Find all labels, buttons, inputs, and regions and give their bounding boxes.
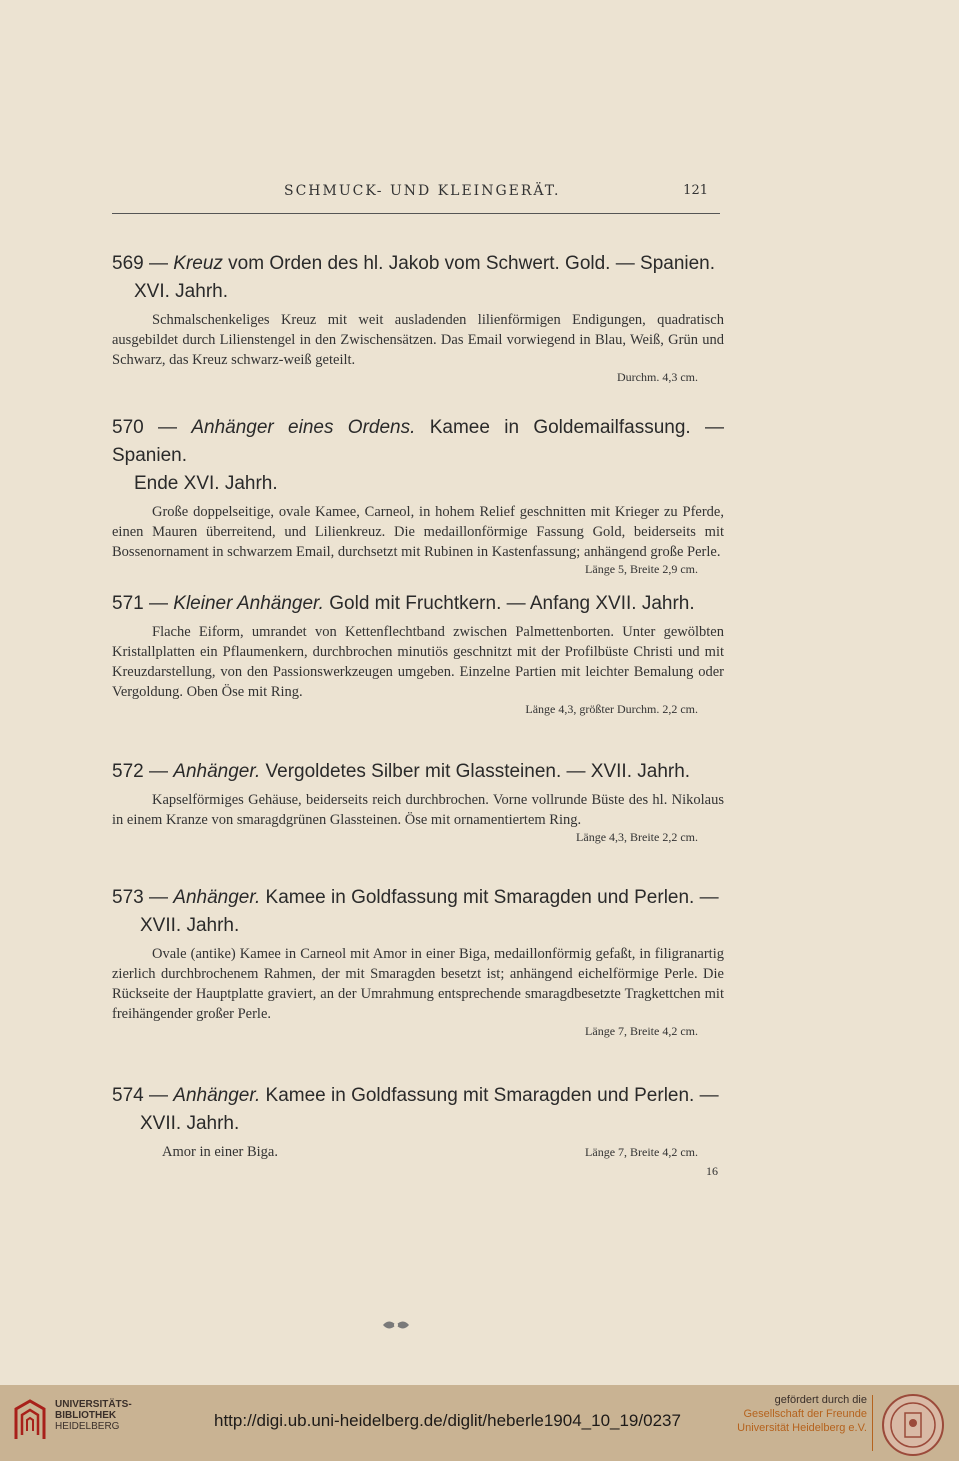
entry-name: Anhänger. bbox=[173, 1085, 261, 1106]
entry-description-text: Amor in einer Biga. bbox=[162, 1144, 278, 1160]
ornament-icon bbox=[381, 1316, 411, 1334]
entry-heading-rest: Vergoldetes Silber mit Glassteinen. — XVII. Jahrh. bbox=[260, 761, 691, 782]
entry-description: Ovale (antike) Kamee in Carneol mit Amor in einer Biga, medaillonförmig gefaßt, in filigranartig zierlich durchbrochenem Rahmen, der mit Smaragden besetzt ist; anhängend eichelförmige Perle. Die Rückseite der Hauptplatte graviert, an der Umrahmung entsprechende smaragdbesetzte Tragkettchen mit freihängender großer Perle. bbox=[112, 946, 724, 1022]
entry-measurement: Länge 7, Breite 4,2 cm. bbox=[585, 1145, 698, 1159]
running-header bbox=[112, 183, 720, 214]
entry-heading bbox=[112, 758, 724, 786]
sponsor-prefix: gefördert durch die bbox=[774, 1394, 867, 1406]
page-number: 121 bbox=[683, 183, 708, 198]
entry-name: Anhänger. bbox=[173, 887, 261, 908]
entry-number: 570 bbox=[112, 417, 144, 438]
entry-heading bbox=[112, 250, 724, 278]
entry-dash: — bbox=[143, 417, 192, 438]
entry-measurement: Länge 4,3, Breite 2,2 cm. bbox=[576, 830, 698, 844]
university-seal-icon bbox=[881, 1393, 945, 1457]
permalink-url[interactable]: http://digi.ub.uni-heidelberg.de/diglit/heberle1904_10_19/0237 bbox=[214, 1411, 681, 1430]
entry-dash: — bbox=[143, 887, 174, 908]
entry-description: Flache Eiform, umrandet von Kettenflechtband zwischen Palmettenborten. Unter gewölbten Kristallplatten ein Pflaumenkern, durchbrochen minutiös geschnitzt mit der Profilbüste Christi und mit Kreuzdarstellung, von den Passionswerkzeugen umgeben. Einzelne Partien mit leichter Bemalung oder Vergoldung. Oben Öse mit Ring. bbox=[112, 624, 724, 700]
entry-description: Schmalschenkeliges Kreuz mit weit ausladenden lilienförmigen Endigungen, quadratisch ausgebildet durch Lilienstengel in den Zwischensätzen. Das Email vorwiegend in Blau, Weiß, Grün und Schwarz, das Kreuz schwarz-weiß geteilt. bbox=[112, 312, 724, 368]
sponsor-credit bbox=[737, 1393, 867, 1435]
entry-heading-line2: XVI. Jahrh. bbox=[134, 281, 228, 302]
entry-description: Große doppelseitige, ovale Kamee, Carneol, in hohem Relief geschnitten mit Krieger zu Pferde, einen Mauren überreitend, und Lilienkreuz. Die medaillonförmige Fassung Gold, beiderseits mit Bossenornament in schwarzem Email, durchsetzt mit Rubinen in Kastenfassung; anhängend große Perle. bbox=[112, 504, 724, 560]
signature-mark: 16 bbox=[706, 1164, 718, 1178]
sponsor-org-line2: Universität Heidelberg e.V. bbox=[737, 1422, 867, 1434]
header-title: SCHMUCK- UND KLEINGERÄT. bbox=[284, 183, 561, 199]
library-name-line3: HEIDELBERG bbox=[55, 1421, 120, 1432]
catalog-entry-574 bbox=[112, 1082, 724, 1162]
entry-number: 569 bbox=[112, 253, 144, 274]
entry-name: Anhänger. bbox=[173, 761, 261, 782]
entry-dash: — bbox=[143, 1085, 174, 1106]
entry-description bbox=[112, 1142, 724, 1162]
sponsor-divider bbox=[872, 1395, 873, 1451]
library-name-line1: UNIVERSITÄTS- bbox=[55, 1399, 132, 1410]
entry-dash: — bbox=[143, 253, 174, 274]
catalog-entry-570 bbox=[112, 414, 724, 577]
entry-heading-line2: Ende XVI. Jahrh. bbox=[134, 473, 278, 494]
entry-dash: — bbox=[143, 761, 174, 782]
entry-name: Kreuz bbox=[173, 253, 223, 274]
entry-heading-rest: Kamee in Goldfassung mit Smaragden und Perlen. — bbox=[260, 887, 719, 908]
library-name bbox=[55, 1399, 132, 1432]
entry-heading bbox=[112, 884, 724, 912]
entry-heading bbox=[112, 414, 724, 470]
catalog-entry-573 bbox=[112, 884, 724, 1039]
entry-measurement: Länge 7, Breite 4,2 cm. bbox=[585, 1024, 698, 1038]
entry-heading-line2: XVII. Jahrh. bbox=[140, 915, 240, 936]
entry-name: Anhänger eines Ordens. bbox=[191, 417, 416, 438]
entry-measurement: Länge 4,3, größter Durchm. 2,2 cm. bbox=[525, 702, 698, 716]
entry-heading-rest: vom Orden des hl. Jakob vom Schwert. Gold. — Spanien. bbox=[222, 253, 716, 274]
entry-measurement: Länge 5, Breite 2,9 cm. bbox=[585, 562, 698, 576]
entry-heading bbox=[112, 1082, 724, 1110]
catalog-entry-571 bbox=[112, 590, 724, 717]
entry-heading-rest: Kamee in Goldfassung mit Smaragden und Perlen. — bbox=[260, 1085, 719, 1106]
printer-ornament bbox=[381, 1316, 411, 1339]
entry-name: Kleiner Anhänger. bbox=[173, 593, 324, 614]
entry-heading-line2: XVII. Jahrh. bbox=[140, 1113, 240, 1134]
entry-description: Kapselförmiges Gehäuse, beiderseits reich durchbrochen. Vorne vollrunde Büste des hl. Nikolaus in einem Kranze von smaragdgrünen Glassteinen. Öse mit ornamentiertem Ring. bbox=[112, 792, 724, 828]
entry-heading-rest: Kamee in Goldemailfassung. — Spanien. bbox=[112, 417, 725, 466]
entry-dash: — bbox=[143, 593, 174, 614]
entry-measurement: Durchm. 4,3 cm. bbox=[617, 370, 698, 384]
catalog-entry-569 bbox=[112, 250, 724, 385]
university-library-logo-icon bbox=[10, 1399, 50, 1443]
catalog-entry-572 bbox=[112, 758, 724, 845]
entry-number: 573 bbox=[112, 887, 144, 908]
library-footer bbox=[0, 1385, 959, 1461]
entry-number: 571 bbox=[112, 593, 144, 614]
entry-heading bbox=[112, 590, 724, 618]
library-name-line2: BIBLIOTHEK bbox=[55, 1410, 117, 1421]
sponsor-org-line1: Gesellschaft der Freunde bbox=[743, 1408, 867, 1420]
entry-number: 574 bbox=[112, 1085, 144, 1106]
entry-number: 572 bbox=[112, 761, 144, 782]
entry-heading-rest: Gold mit Fruchtkern. — Anfang XVII. Jahrh. bbox=[323, 593, 695, 614]
